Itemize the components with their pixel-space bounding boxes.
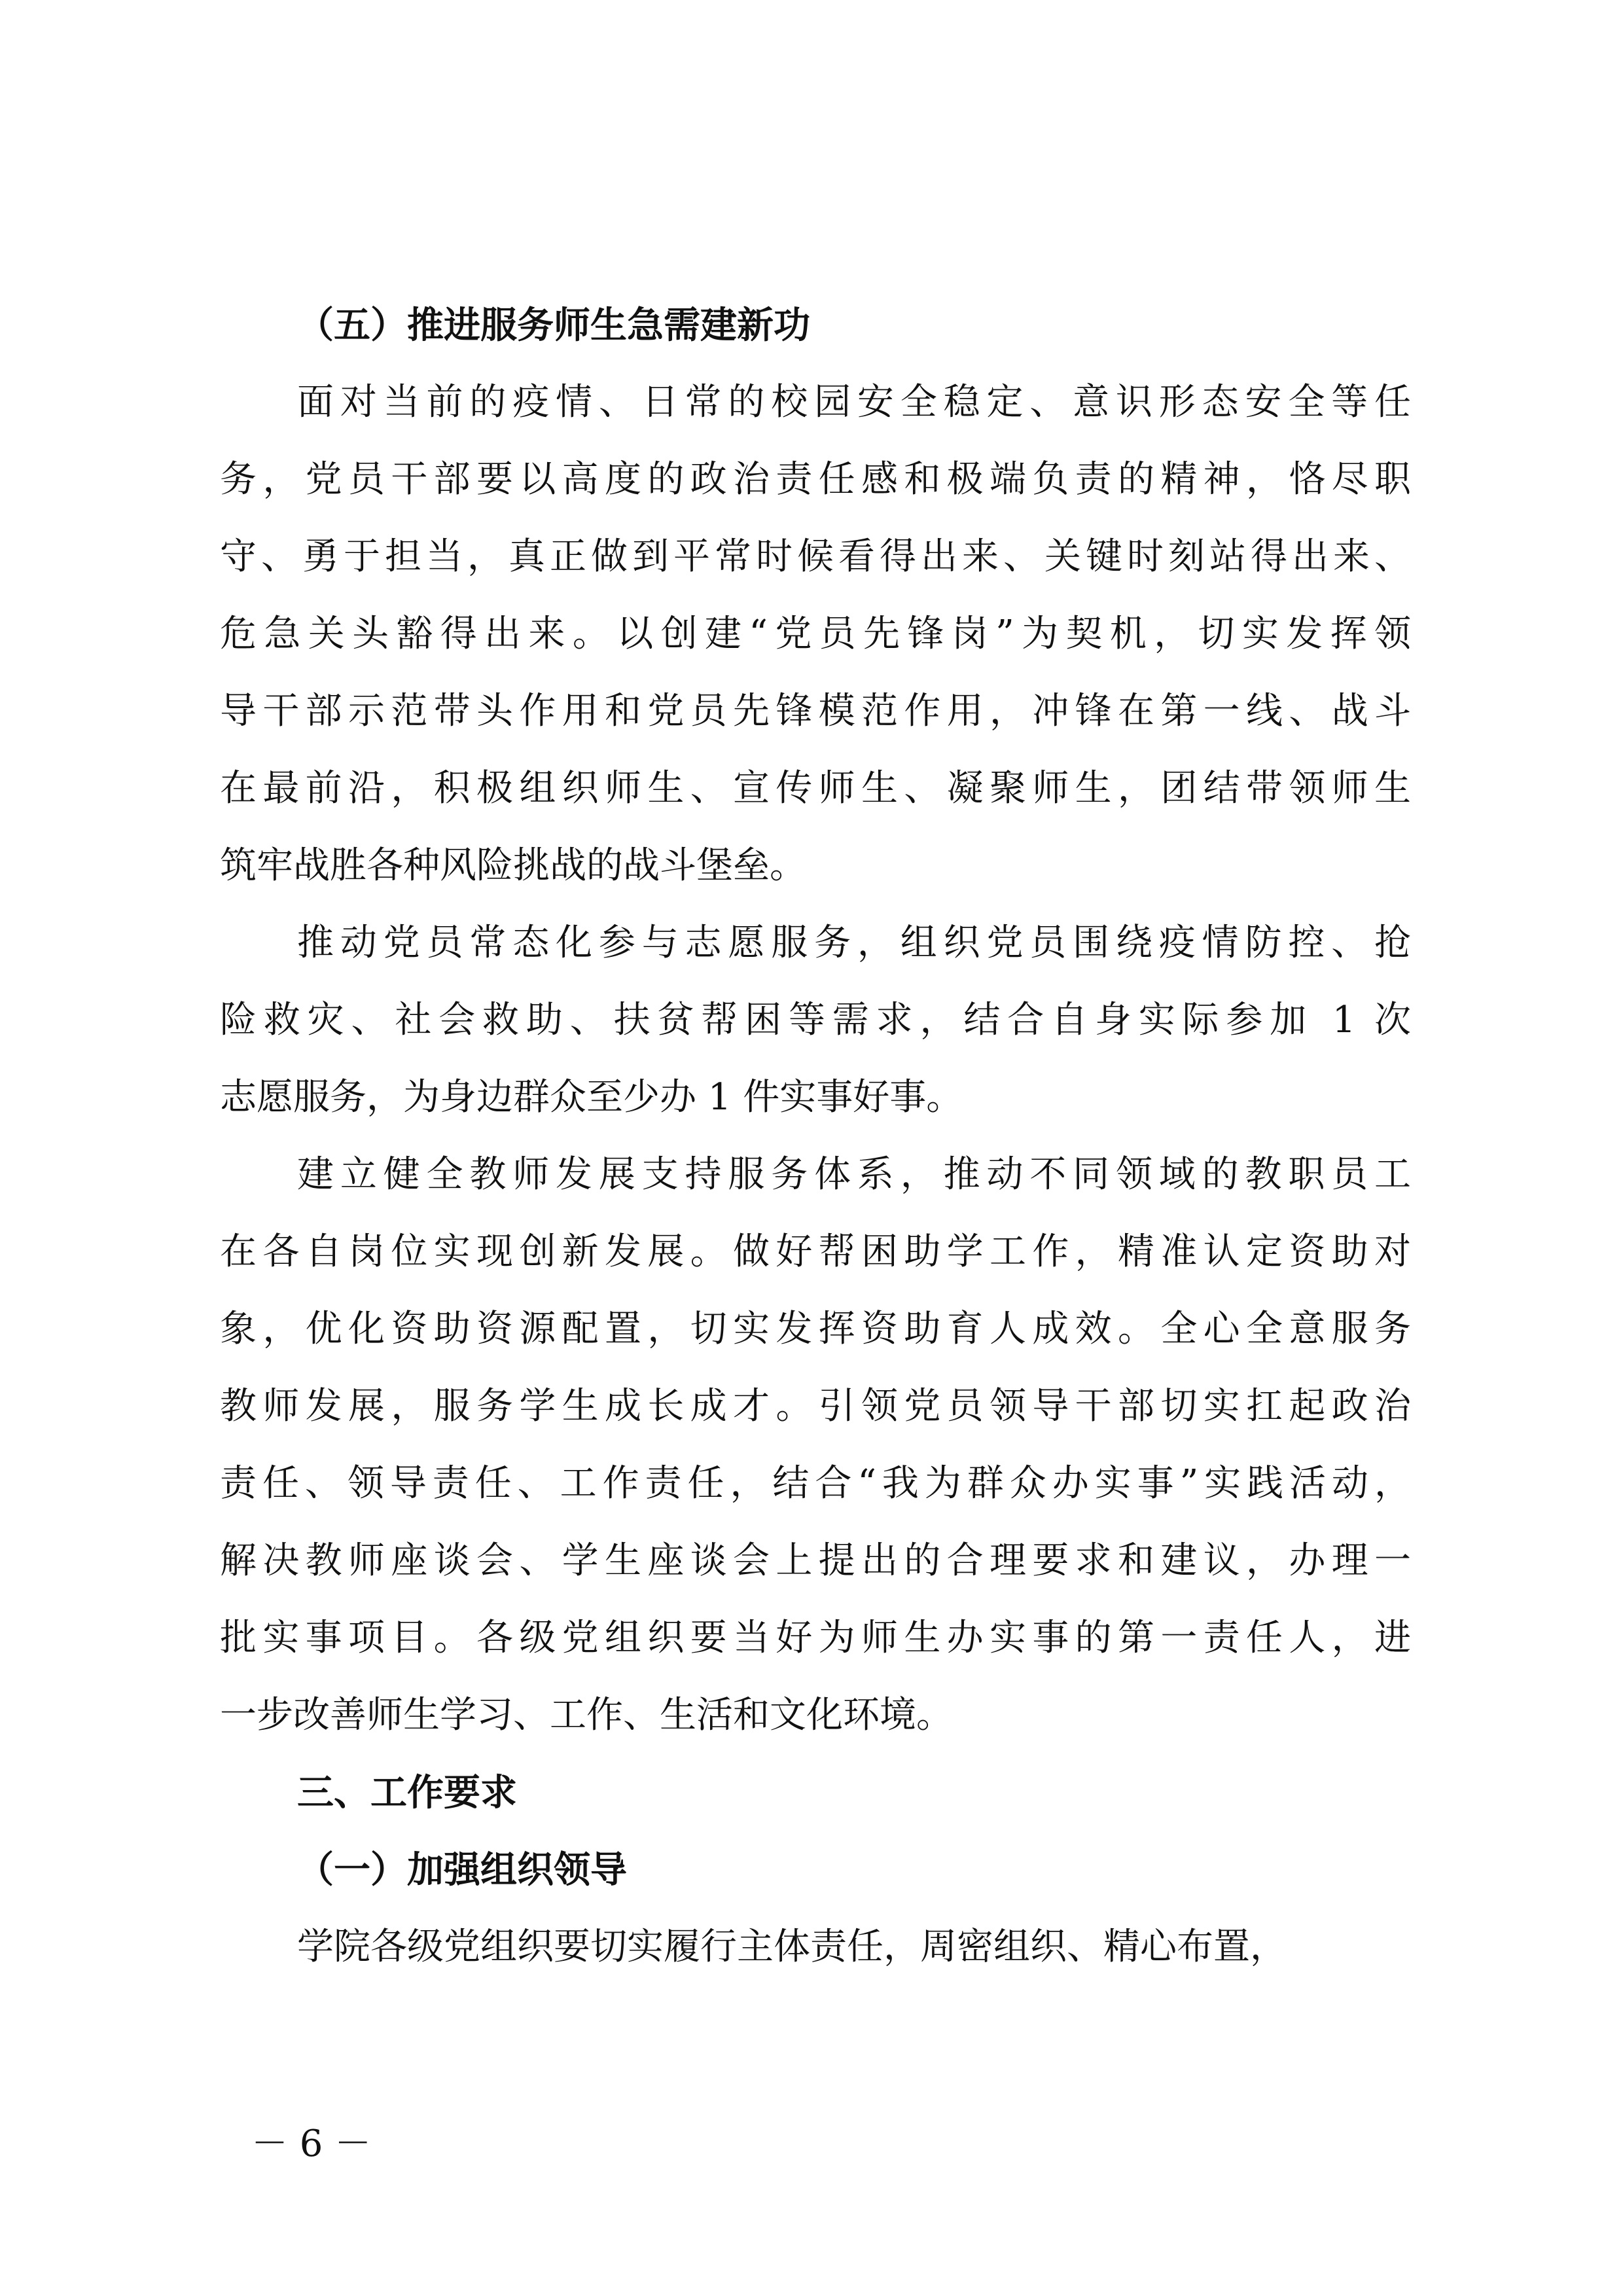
section-heading-5: （五）推进服务师生急需建新功 bbox=[297, 304, 810, 347]
paragraph-line: 学院各级党组织要切实履行主体责任，周密组织、精心布置， bbox=[297, 1926, 1287, 1968]
paragraph-line: 推动党员常态化参与志愿服务，组织党员围绕疫情防控、抢 bbox=[297, 922, 1411, 964]
paragraph-line: 责任、领导责任、工作责任，结合“我为群众办实事”实践活动， bbox=[220, 1462, 1411, 1505]
paragraph-line: 教师发展，服务学生成长成才。引领党员领导干部切实扛起政治 bbox=[220, 1385, 1411, 1427]
document-body bbox=[220, 287, 1411, 1986]
paragraph-line: 务，党员干部要以高度的政治责任感和极端负责的精神，恪尽职 bbox=[220, 458, 1411, 501]
paragraph-line: 解决教师座谈会、学生座谈会上提出的合理要求和建议，办理一 bbox=[220, 1539, 1411, 1582]
paragraph-line: 在各自岗位实现创新发展。做好帮困助学工作，精准认定资助对 bbox=[220, 1230, 1411, 1273]
paragraph-line: 建立健全教师发展支持服务体系，推动不同领域的教职员工 bbox=[297, 1153, 1411, 1196]
paragraph-line: 一步改善师生学习、工作、生活和文化环境。 bbox=[220, 1694, 953, 1736]
paragraph-line: 批实事项目。各级党组织要当好为师生办实事的第一责任人，进 bbox=[220, 1617, 1411, 1659]
paragraph-line: 在最前沿，积极组织师生、宣传师生、凝聚师生，团结带领师生 bbox=[220, 767, 1411, 810]
paragraph-line: 面对当前的疫情、日常的校园安全稳定、意识形态安全等任 bbox=[297, 381, 1411, 423]
paragraph-line: 危急关头豁得出来。以创建“党员先锋岗”为契机，切实发挥领 bbox=[220, 613, 1411, 655]
paragraph-line: 象，优化资助资源配置，切实发挥资助育人成效。全心全意服务 bbox=[220, 1308, 1411, 1350]
paragraph-4 bbox=[220, 1909, 1411, 1986]
paragraph-line: 守、勇于担当，真正做到平常时候看得出来、关键时刻站得出来、 bbox=[220, 535, 1411, 578]
page-number: － 6 － bbox=[251, 2123, 372, 2165]
paragraph-line: 险救灾、社会救助、扶贫帮困等需求，结合自身实际参加 1 次 bbox=[220, 999, 1411, 1041]
paragraph-1 bbox=[220, 364, 1411, 905]
paragraph-line: 导干部示范带头作用和党员先锋模范作用，冲锋在第一线、战斗 bbox=[220, 690, 1411, 732]
paragraph-line: 筑牢战胜各种风险挑战的战斗堡垒。 bbox=[220, 844, 806, 887]
paragraph-3 bbox=[220, 1136, 1411, 1754]
paragraph-line: 志愿服务，为身边群众至少办 1 件实事好事。 bbox=[220, 1076, 963, 1119]
subsection-heading-1: （一）加强组织领导 bbox=[297, 1848, 627, 1892]
paragraph-2 bbox=[220, 905, 1411, 1136]
section-heading-3: 三、工作要求 bbox=[297, 1771, 517, 1814]
